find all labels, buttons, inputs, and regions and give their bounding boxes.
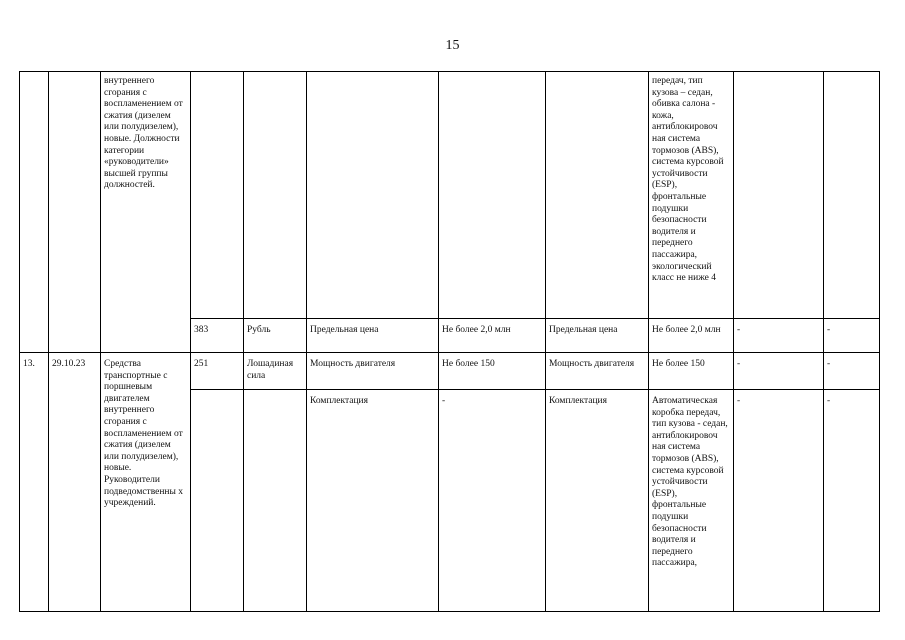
cell-characteristic: Комплектация [546, 390, 649, 612]
cell-date [49, 72, 101, 353]
cell-characteristic [307, 72, 439, 319]
cell-extra: - [734, 353, 824, 390]
page-number: 15 [445, 38, 460, 53]
cell-value: Не более 2,0 млн [649, 319, 734, 353]
cell-extra: - [824, 390, 880, 612]
cell-date: 29.10.23 [49, 353, 101, 612]
cell-category: Средства транспортные с поршневым двигателем внутреннего сгорания с воспламенением от сжатия (дизелем или полудизелем), новые. Руководители подведомственны х учреждений. [101, 353, 191, 612]
cell-code [191, 390, 244, 612]
cell-category: внутреннего сгорания с воспламенением от сжатия (дизелем или полудизелем), новые. Должности категории «руководители» высшей группы должностей. [101, 72, 191, 353]
cell-extra [734, 72, 824, 319]
cell-value [439, 72, 546, 319]
cell-unit: Лошадиная сила [244, 353, 307, 390]
cell-characteristic: Мощность двигателя [307, 353, 439, 390]
requirements-table [19, 71, 880, 612]
cell-characteristic: Мощность двигателя [546, 353, 649, 390]
cell-unit [244, 72, 307, 319]
cell-extra: - [734, 319, 824, 353]
cell-extra: - [734, 390, 824, 612]
cell-value: Автоматическая коробка передач, тип кузова - седан, антиблокировоч ная система тормозов (ABS), система курсовой устойчивости (ESP), фронтальные подушки безопасности водителя и переднего пассажира, [649, 390, 734, 612]
cell-unit: Рубль [244, 319, 307, 353]
cell-extra: - [824, 353, 880, 390]
cell-value: Не более 150 [439, 353, 546, 390]
cell-value: - [439, 390, 546, 612]
cell-code: 383 [191, 319, 244, 353]
cell-extra: - [824, 319, 880, 353]
cell-value: передач, тип кузова – седан, обивка салона - кожа, антиблокировоч ная система тормозов (ABS), система курсовой устойчивости (ESP), фронтальные подушки безопасности водителя и переднего пассажира, экологический класс не ниже 4 [649, 72, 734, 319]
cell-number: 13. [20, 353, 49, 612]
cell-value: Не более 2,0 млн [439, 319, 546, 353]
cell-value: Не более 150 [649, 353, 734, 390]
cell-characteristic: Предельная цена [546, 319, 649, 353]
cell-characteristic [546, 72, 649, 319]
cell-characteristic: Комплектация [307, 390, 439, 612]
cell-unit [244, 390, 307, 612]
cell-number [20, 72, 49, 353]
table-row [20, 72, 880, 319]
table-row [20, 353, 880, 390]
cell-code [191, 72, 244, 319]
cell-code: 251 [191, 353, 244, 390]
cell-characteristic: Предельная цена [307, 319, 439, 353]
cell-extra [824, 72, 880, 319]
